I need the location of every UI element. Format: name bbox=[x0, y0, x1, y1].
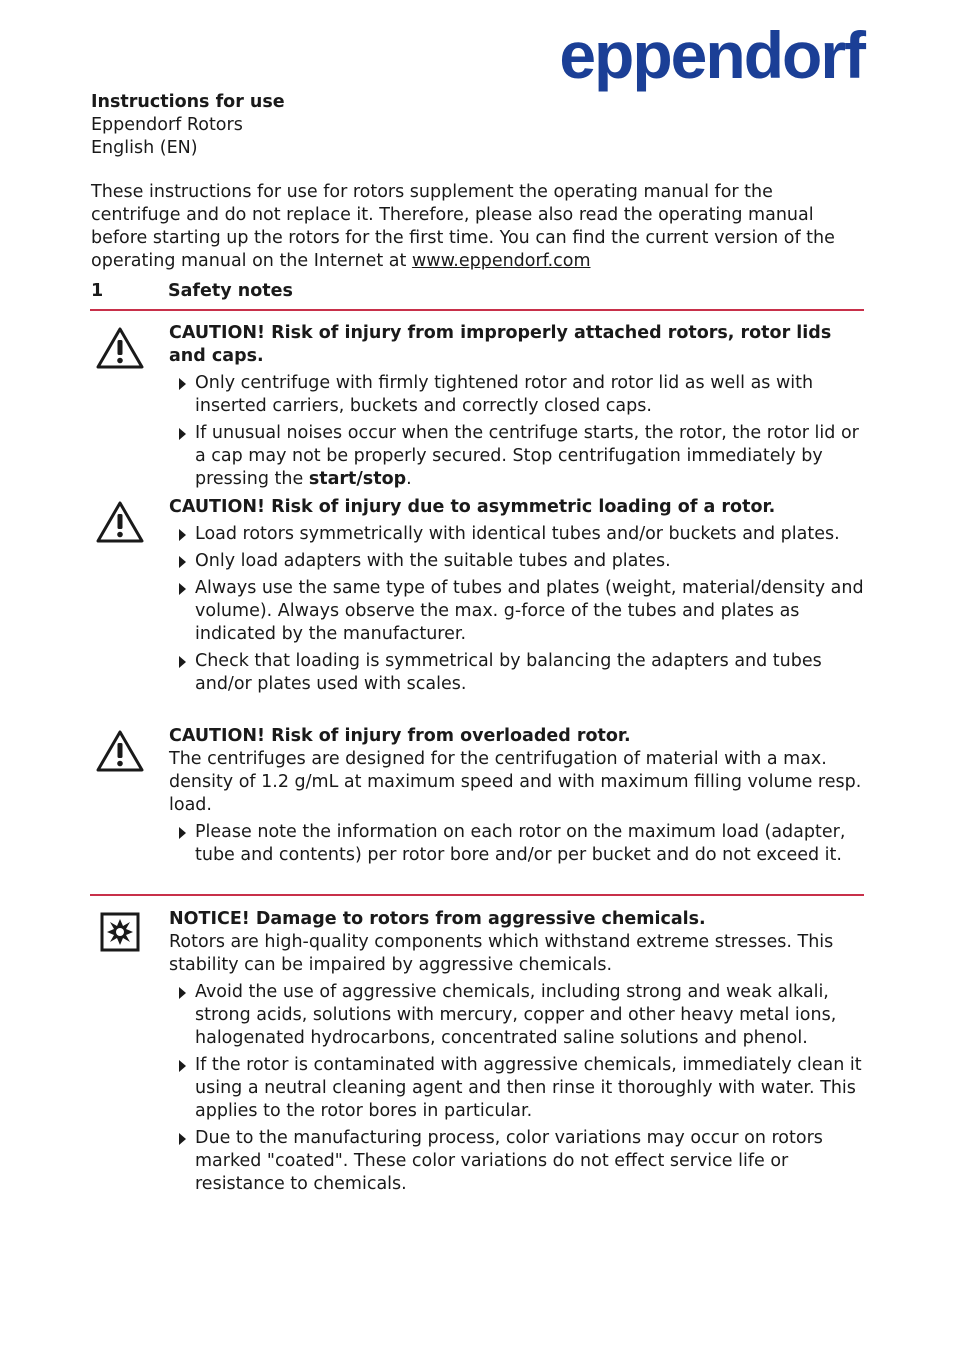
start-stop-key-label: start/stop bbox=[308, 469, 407, 489]
document-header bbox=[91, 91, 285, 160]
section-title: Safety notes bbox=[168, 281, 293, 301]
caution-content bbox=[169, 496, 866, 700]
list-item: Always use the same type of tubes and plates (weight, material/density and volume). Always observe the max. g-force of the tubes and plates as indicated by the manufacturer. bbox=[169, 577, 866, 646]
intro-paragraph bbox=[91, 181, 866, 273]
list-item bbox=[169, 422, 866, 491]
list-item: Check that loading is symmetrical by balancing the adapters and tubes and/or plates used with scales. bbox=[169, 650, 866, 696]
notice-heading: NOTICE! Damage to rotors from aggressive chemicals. bbox=[169, 909, 706, 929]
notice-content bbox=[169, 908, 866, 1200]
caution-list bbox=[169, 523, 866, 696]
caution-list bbox=[169, 821, 866, 867]
notice-divider bbox=[90, 894, 864, 896]
notice-text: Rotors are high-quality components which withstand extreme stresses. This stability can be impaired by aggressive chemicals. bbox=[169, 932, 834, 975]
caution-heading: CAUTION! Risk of injury due to asymmetric loading of a rotor. bbox=[169, 497, 776, 517]
list-item: Avoid the use of aggressive chemicals, including strong and weak alkali, strong acids, solutions with mercury, copper and other heavy metal ions, halogenated hydrocarbons, concentrated saline solutions and phenol. bbox=[169, 981, 866, 1050]
caution-content bbox=[169, 322, 866, 495]
eppendorf-website-link[interactable]: www.eppendorf.com bbox=[411, 251, 591, 271]
notice-list bbox=[169, 981, 866, 1196]
damage-notice-icon bbox=[100, 912, 140, 956]
caution-text: The centrifuges are designed for the centrifugation of material with a max. density of 1.2 g/mL at maximum speed and with maximum filling volume resp. load. bbox=[169, 749, 862, 815]
section-divider bbox=[90, 309, 864, 311]
section-heading bbox=[91, 280, 864, 303]
warning-triangle-icon bbox=[96, 729, 144, 777]
intro-text: These instructions for use for rotors supplement the operating manual for the centrifuge and do not replace it. Therefore, please also read the operating manual before starting up the rotors for the first time. You can find the current version of the operating manual on the Internet at bbox=[91, 182, 835, 271]
caution-heading: CAUTION! Risk of injury from improperly attached rotors, rotor lids and caps. bbox=[169, 323, 832, 366]
warning-triangle-icon bbox=[96, 326, 144, 374]
language-label: English (EN) bbox=[91, 138, 198, 158]
caution-content bbox=[169, 725, 866, 871]
product-name: Eppendorf Rotors bbox=[91, 115, 243, 135]
document-title: Instructions for use bbox=[91, 92, 285, 112]
eppendorf-logo: eppendorf bbox=[559, 18, 864, 92]
list-item: Load rotors symmetrically with identical tubes and/or buckets and plates. bbox=[169, 523, 866, 546]
list-item: Due to the manufacturing process, color variations may occur on rotors marked "coated". These color variations do not effect service life or resistance to chemicals. bbox=[169, 1127, 866, 1196]
list-item: If the rotor is contaminated with aggressive chemicals, immediately clean it using a neutral cleaning agent and then rinse it thoroughly with water. This applies to the rotor bores in particular. bbox=[169, 1054, 866, 1123]
list-item: Only load adapters with the suitable tubes and plates. bbox=[169, 550, 866, 573]
list-item: Please note the information on each rotor on the maximum load (adapter, tube and contents) per rotor bore and/or per bucket and do not exceed it. bbox=[169, 821, 866, 867]
list-item-end: . bbox=[406, 469, 412, 489]
list-item: Only centrifuge with firmly tightened rotor and rotor lid as well as with inserted carriers, buckets and correctly closed caps. bbox=[169, 372, 866, 418]
warning-triangle-icon bbox=[96, 500, 144, 548]
list-item-text: If unusual noises occur when the centrifuge starts, the rotor, the rotor lid or a cap may not be properly secured. Stop centrifugation immediately by pressing the bbox=[195, 423, 859, 489]
section-number: 1 bbox=[91, 281, 104, 301]
caution-heading: CAUTION! Risk of injury from overloaded rotor. bbox=[169, 726, 631, 746]
caution-list bbox=[169, 372, 866, 491]
